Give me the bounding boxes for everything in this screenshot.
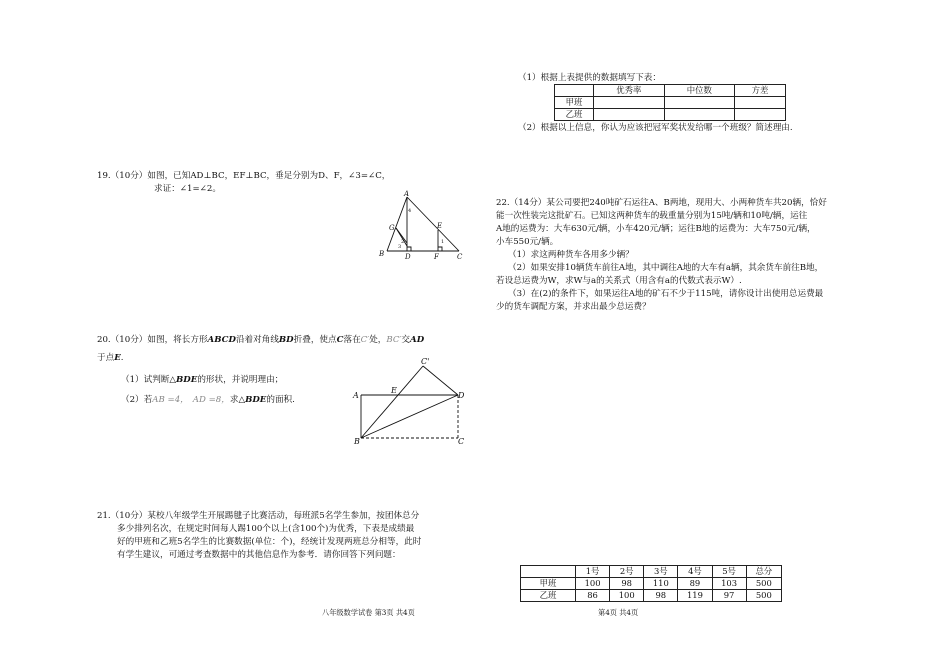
score-cell: 98 xyxy=(610,578,644,590)
q20-text: 落在 xyxy=(343,335,361,345)
q20-diagonal: BD xyxy=(278,335,294,345)
q20-given-ab: AB =4， xyxy=(152,395,189,405)
score-table-row xyxy=(521,578,782,590)
score-header-cell: 4号 xyxy=(678,566,712,578)
q20-point-c: C xyxy=(336,335,344,345)
q20-label-Cprime: C' xyxy=(421,357,430,366)
stats-blank-cell xyxy=(664,109,735,121)
q20-given-ad: AD =8， xyxy=(192,395,230,405)
q20-line1 xyxy=(97,334,487,347)
q20-text: 于点 xyxy=(97,353,115,363)
q21-line3: 好的甲班和乙班5名学生的比赛数据(单位：个)，经统计发现两班总分相等，此时 xyxy=(117,537,422,547)
stats-blank-cell xyxy=(664,97,735,109)
q19-label-D: D xyxy=(405,253,411,261)
q19-label-G: G xyxy=(389,224,395,232)
q22-line4: 小车550元/辆。 xyxy=(496,237,559,247)
q20-text: 的形状，并说明理由； xyxy=(197,375,284,385)
q22-sub3a: （3）在(2)的条件下，如果运往A地的矿石不少于115吨，请你设计出使用总运费最 xyxy=(508,289,824,299)
score-cell: 500 xyxy=(746,590,781,602)
q19-label-B: B xyxy=(379,250,385,258)
q20-text: 处， xyxy=(369,335,387,345)
question-21 xyxy=(97,510,421,562)
stats-blank-cell xyxy=(594,97,665,109)
stats-blank-cell xyxy=(735,97,786,109)
score-row-label: 乙班 xyxy=(521,590,576,602)
score-header-cell: 2号 xyxy=(610,566,644,578)
stats-blank-cell xyxy=(594,109,665,121)
q20-point-cprime: C′ xyxy=(360,335,370,345)
q20-label-B: B xyxy=(354,437,360,446)
score-cell: 97 xyxy=(712,590,746,602)
q19-angle-4: 4 xyxy=(408,208,412,214)
q22-line3: A地的运费为：大车630元/辆，小车420元/辆；运往B地的运费为：大车750元/辆， xyxy=(496,224,816,234)
score-header-cell: 总分 xyxy=(746,566,781,578)
q20-rect-name: ABCD xyxy=(207,335,236,345)
q22-sub2b: 若设总运费为W，求W与a的关系式（用含有a的代数式表示W）. xyxy=(496,276,742,286)
q19-label-F: F xyxy=(434,253,439,261)
q20-text: 折叠，使点 xyxy=(293,335,337,345)
score-cell: 500 xyxy=(746,578,781,590)
q20-label-A: A xyxy=(353,391,359,400)
q20-label-D: D xyxy=(458,391,465,400)
q20-text: 沿着对角线 xyxy=(235,335,279,345)
score-header-cell: 3号 xyxy=(644,566,678,578)
score-header-cell xyxy=(521,566,576,578)
footer-left-page-number: 八年级数学试卷 第3页 共4页 xyxy=(322,608,415,617)
score-row-label: 甲班 xyxy=(521,578,576,590)
q20-point-e: E xyxy=(114,353,121,363)
question-22 xyxy=(496,197,827,314)
score-cell: 98 xyxy=(644,590,678,602)
q19-triangle-figure xyxy=(370,190,470,262)
q20-text: . xyxy=(120,353,124,363)
stats-row-label: 乙班 xyxy=(555,109,594,121)
q22-sub1: （1）求这两种货车各用多少辆？ xyxy=(508,250,634,260)
q22-line1: 22.（14分）某公司要把240吨矿石运往A、B两地，现用大、小两种货车共20辆，恰好 xyxy=(496,198,827,208)
q20-label-C: C xyxy=(458,437,465,446)
q19-angle-1: 1 xyxy=(441,239,445,245)
stats-question-2 xyxy=(518,122,793,135)
stats-table-row xyxy=(555,109,786,121)
score-header-cell: 5号 xyxy=(712,566,746,578)
score-table xyxy=(520,565,782,602)
q21-line2: 多少排列名次，在规定时间每人踢100个以上(含100个)为优秀，下表是成绩最 xyxy=(117,524,415,534)
footer-right-page-number: 第4页 共4页 xyxy=(598,608,639,617)
q20-text: 20.（10分）如图，将长方形 xyxy=(97,335,208,345)
stats-header-cell: 优秀率 xyxy=(594,85,665,97)
q19-label-C: C xyxy=(457,253,463,261)
q20-fold-figure xyxy=(350,354,475,449)
q20-text: （2）若 xyxy=(121,395,153,405)
stats-row-label: 甲班 xyxy=(555,97,594,109)
q19-angle-2: 2 xyxy=(401,239,405,245)
q20-text: （1）试判断△ xyxy=(121,375,177,385)
q21-line4: 有学生建议，可通过考查数据中的其他信息作为参考．请你回答下列问题： xyxy=(117,550,401,560)
stats-blank-cell xyxy=(735,109,786,121)
q19-label-E: E xyxy=(437,222,443,230)
stats-table-header xyxy=(555,85,786,97)
q20-label-E: E xyxy=(391,386,397,395)
score-header-cell: 1号 xyxy=(576,566,610,578)
q19-label-A: A xyxy=(404,190,410,198)
q20-segment-ad: AD xyxy=(410,335,425,345)
q21-line1: 21.（10分）某校八年级学生开展踢毽子比赛活动，每班派5名学生参加，按团体总分 xyxy=(97,511,420,521)
stats-header-cell: 中位数 xyxy=(664,85,735,97)
score-cell: 86 xyxy=(576,590,610,602)
score-table-row xyxy=(521,590,782,602)
score-table-header xyxy=(521,566,782,578)
stats-table-row xyxy=(555,97,786,109)
q20-triangle: BDE xyxy=(176,375,198,385)
q19-line1: 19.（10分）如图，已知AD⊥BC，EF⊥BC，垂足分别为D、F，∠3=∠C， xyxy=(97,171,391,181)
q20-text: 交 xyxy=(401,335,411,345)
score-cell: 119 xyxy=(678,590,712,602)
score-cell: 100 xyxy=(576,578,610,590)
q22-sub3b: 少的货车调配方案，并求出最少总运费？ xyxy=(496,302,651,312)
score-cell: 103 xyxy=(712,578,746,590)
q22-sub2a: （2）如果安排10辆货车前往A地，其中调往A地的大车有a辆，其余货车前往B地， xyxy=(508,263,824,273)
q20-text: 求△ xyxy=(229,395,246,405)
stats-header-cell xyxy=(555,85,594,97)
score-cell: 110 xyxy=(644,578,678,590)
question-19 xyxy=(97,170,390,196)
q19-line2: 求证：∠1=∠2。 xyxy=(154,184,221,194)
stats-q2-text: （2）根据以上信息，你认为应该把冠军奖状发给哪一个班级？简述理由. xyxy=(518,123,793,133)
stats-table xyxy=(554,84,786,121)
q20-text: 的面积. xyxy=(266,395,295,405)
score-cell: 100 xyxy=(610,590,644,602)
q20-triangle: BDE xyxy=(245,395,267,405)
score-cell: 89 xyxy=(678,578,712,590)
q20-segment-bcprime: BC′ xyxy=(386,335,402,345)
q19-angle-3: 3 xyxy=(398,244,402,250)
q22-line2: 能一次性装完这批矿石。已知这两种货车的载重量分别为15吨/辆和10吨/辆，运往 xyxy=(496,211,808,221)
stats-q1-text: （1）根据上表提供的数据填写下表： xyxy=(518,73,661,83)
stats-header-cell: 方差 xyxy=(735,85,786,97)
